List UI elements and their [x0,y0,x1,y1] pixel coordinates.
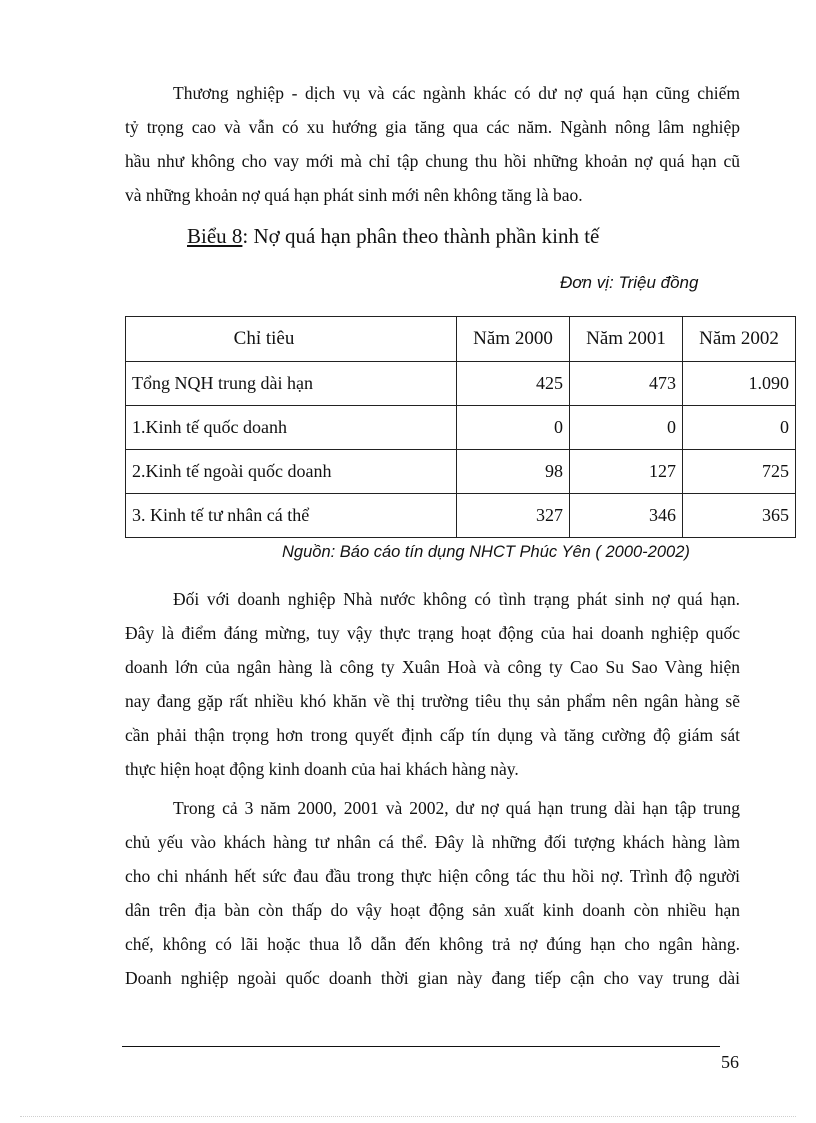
text-line: dân trên địa bàn còn thấp do vậy hoạt động sản xuất kinh doanh còn nhiều hạn [125,900,740,920]
unit-label: Đơn vị: Triệu đồng [560,273,699,292]
table-cell: 0 [457,406,570,450]
table-cell: 0 [570,406,683,450]
text-line: Trong cả 3 năm 2000, 2001 và 2002, dư nợ quá hạn trung dài hạn tập trung [173,798,740,818]
table-cell: 365 [683,494,796,538]
text-line: tỷ trọng cao và vẫn có xu hướng gia tăng qua các năm. Ngành nông lâm nghiệp [125,117,740,137]
table-title-text: : Nợ quá hạn phân theo thành phần kinh tế [242,224,600,248]
table-cell: 127 [570,450,683,494]
table-cell: 1.090 [683,362,796,406]
row-label: 2.Kinh tế ngoài quốc doanh [126,450,457,494]
text-line: thực hiện hoạt động kinh doanh của hai khách hàng này. [125,759,519,779]
table-row [126,362,796,406]
table-source-note: Nguồn: Báo cáo tín dụng NHCT Phúc Yên ( 2000-2002) [282,543,690,561]
paragraph-state-enterprises [125,582,740,786]
table-cell: 346 [570,494,683,538]
column-header: Năm 2002 [683,317,796,362]
table-header-row [126,317,796,362]
text-line: nay đang gặp rất nhiều khó khăn về thị trường tiêu thụ sản phẩm nên ngân hàng sẽ [125,691,740,711]
table-cell: 425 [457,362,570,406]
table-cell: 725 [683,450,796,494]
text-line: và những khoản nợ quá hạn phát sinh mới nên không tăng là bao. [125,185,583,205]
table-row [126,494,796,538]
column-header: Năm 2000 [457,317,570,362]
column-header: Chỉ tiêu [126,317,457,362]
table-row [126,406,796,450]
column-header: Năm 2001 [570,317,683,362]
text-line: Đây là điểm đáng mừng, tuy vậy thực trạng hoạt động của hai doanh nghiệp quốc [125,623,740,643]
table-cell: 473 [570,362,683,406]
text-line: chủ yếu vào khách hàng tư nhân cá thể. Đây là những đối tượng khách hàng làm [125,832,740,852]
paragraph-trade-services [125,76,740,212]
text-line: doanh lớn của ngân hàng là công ty Xuân Hoà và công ty Cao Su Sao Vàng hiện [125,657,740,677]
text-line: Thương nghiệp - dịch vụ và các ngành khác có dư nợ quá hạn cũng chiếm [173,83,740,103]
table-cell: 98 [457,450,570,494]
table-cell: 0 [683,406,796,450]
table-title-label: Biểu 8 [187,224,243,248]
page-edge-divider [20,1116,796,1117]
paragraph-private-customers [125,791,740,995]
text-line: Đối với doanh nghiệp Nhà nước không có tình trạng phát sinh nợ quá hạn. [173,589,740,609]
text-line: hầu như không cho vay mới mà chỉ tập chung thu hồi những khoản nợ quá hạn cũ [125,151,740,171]
row-label: 1.Kinh tế quốc doanh [126,406,457,450]
table-title [187,224,599,249]
text-line: cần phải thận trọng hơn trong quyết định cấp tín dụng và tăng cường độ giám sát [125,725,740,745]
table-row [126,450,796,494]
row-label: 3. Kinh tế tư nhân cá thể [126,494,457,538]
footer-divider [122,1046,720,1047]
table-cell: 327 [457,494,570,538]
page-number: 56 [721,1052,739,1072]
text-line: chế, không có lãi hoặc thua lỗ dẫn đến không trả nợ đúng hạn cho ngân hàng. [125,934,740,954]
text-line: cho chi nhánh hết sức đau đầu trong thực hiện công tác thu hồi nợ. Trình độ người [125,866,740,886]
text-line: Doanh nghiệp ngoài quốc doanh thời gian này đang tiếp cận cho vay trung dài [125,968,740,988]
row-label: Tổng NQH trung dài hạn [126,362,457,406]
overdue-debt-table [125,316,796,538]
